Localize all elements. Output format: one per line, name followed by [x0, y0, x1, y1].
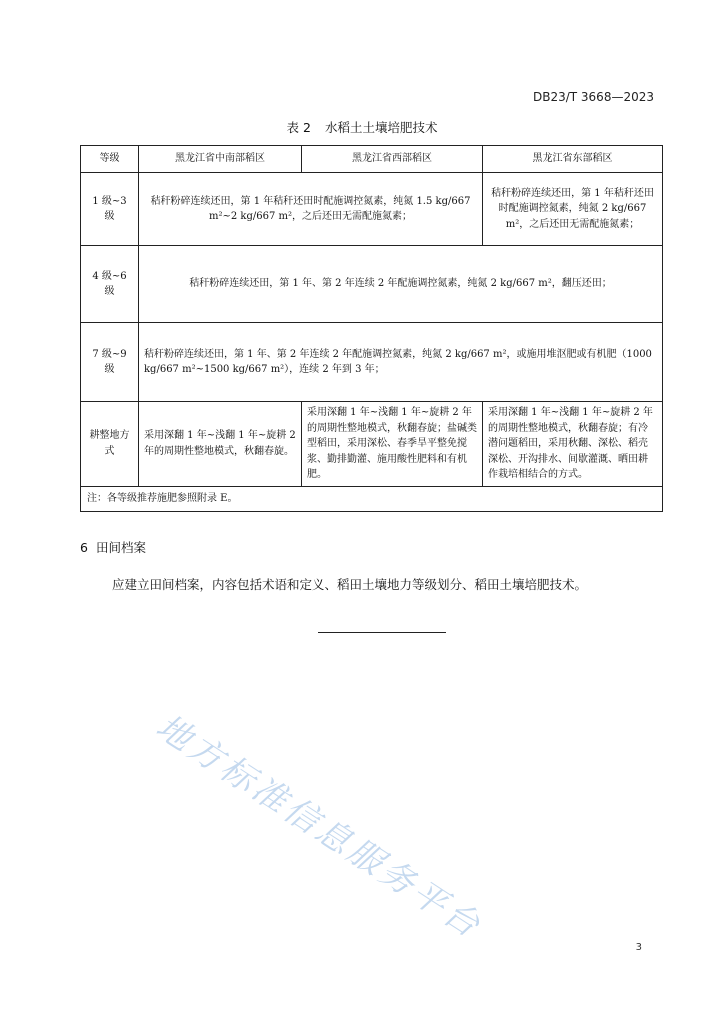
end-rule: [318, 632, 446, 633]
column-header-grade: 等级: [81, 146, 139, 173]
table-row: [81, 323, 663, 402]
table-row: [81, 402, 663, 487]
watermark: 地方标准信息服务平台: [148, 706, 490, 948]
section-title: 田间档案: [95, 540, 146, 555]
fertility-table: [80, 145, 663, 512]
section-heading: [80, 538, 146, 556]
table-caption: [0, 118, 724, 136]
table-cell: 采用深翻 1 年~浅翻 1 年~旋耕 2 年的周期性整地模式，秋翻春旋。: [139, 402, 302, 487]
table-note: 注：各等级推荐施肥参照附录 E。: [81, 486, 663, 511]
grade-cell: 耕整地方式: [81, 402, 139, 487]
column-header-west: 黑龙江省西部稻区: [302, 146, 483, 173]
grade-cell: 1 级~3 级: [81, 173, 139, 246]
table-header-row: [81, 146, 663, 173]
column-header-central-south: 黑龙江省中南部稻区: [139, 146, 302, 173]
table-row: [81, 246, 663, 323]
section-body: 应建立田间档案，内容包括术语和定义、稻田土壤地力等级划分、稻田土壤培肥技术。: [112, 577, 588, 592]
grade-cell: 4 级~6 级: [81, 246, 139, 323]
page-number: 3: [635, 942, 642, 953]
table-note-row: [81, 486, 663, 511]
section-number: 6: [80, 540, 88, 555]
table-title: 水稻土土壤培肥技术: [324, 120, 438, 135]
table-cell: 采用深翻 1 年~浅翻 1 年~旋耕 2 年的周期性整地模式，秋翻春旋；有冷潜问题稻田，采用秋翻、深松、稻壳深松、开沟排水、间歇灌溉、晒田耕作栽培相结合的方式。: [483, 402, 663, 487]
table-number: 表 2: [286, 120, 311, 135]
table-cell: 秸秆粉碎连续还田，第 1 年、第 2 年连续 2 年配施调控氮素，纯氮 2 kg/667 m²，翻压还田；: [139, 246, 663, 323]
table-cell: 采用深翻 1 年~浅翻 1 年~旋耕 2 年的周期性整地模式，秋翻春旋；盐碱类型稻田，采用深松、春季旱平整免搅浆、勤排勤灌、施用酸性肥料和有机肥。: [302, 402, 483, 487]
table-cell: 秸秆粉碎连续还田，第 1 年秸秆还田时配施调控氮素，纯氮 2 kg/667 m²，之后还田无需配施氮素；: [483, 173, 663, 246]
table-row: [81, 173, 663, 246]
column-header-east: 黑龙江省东部稻区: [483, 146, 663, 173]
table-cell: 秸秆粉碎连续还田，第 1 年秸秆还田时配施调控氮素，纯氮 1.5 kg/667 m²~2 kg/667 m²，之后还田无需配施氮素；: [139, 173, 483, 246]
grade-cell: 7 级~9 级: [81, 323, 139, 402]
standard-code: DB23/T 3668—2023: [532, 90, 654, 104]
table-cell: 秸秆粉碎连续还田，第 1 年、第 2 年连续 2 年配施调控氮素，纯氮 2 kg/667 m²，或施用堆沤肥或有机肥（1000 kg/667 m²~1500 kg/667 m²），连续 2 年到 3 年；: [139, 323, 663, 402]
